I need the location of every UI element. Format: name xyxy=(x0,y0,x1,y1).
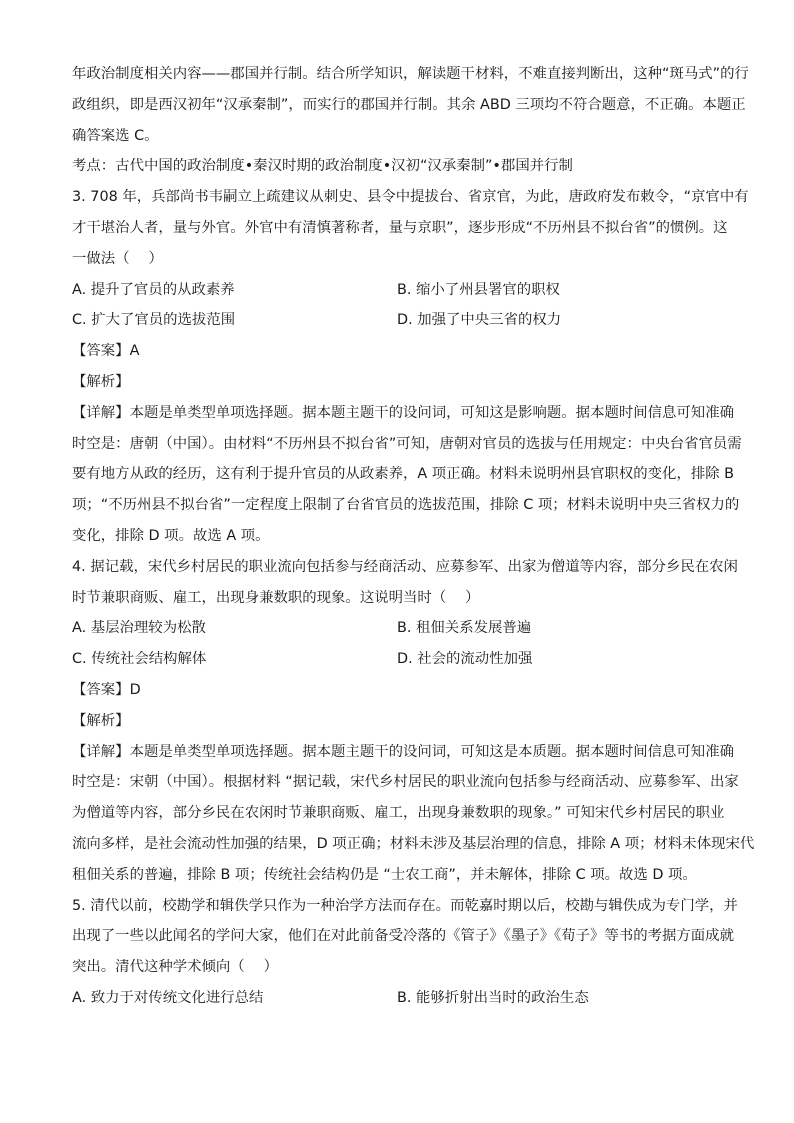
intro-line-1: 年政治制度相关内容——郡国并行制。结合所学知识，解读题干材料，不难直接判断出，这种“斑马式”的行 xyxy=(72,66,749,82)
q3-detail-line-4: 项；“不历州县不拟台省”一定程度上限制了台省官员的选拔范围，排除 C 项；材料未说明中央三省权力的 xyxy=(72,497,740,514)
q4-analysis-label: 【解析】 xyxy=(72,712,130,729)
intro-section xyxy=(72,64,749,176)
q3-stem-line-3: 一做法（ ） xyxy=(72,250,163,267)
q5-option-b: B. 能够折射出当时的政治生态 xyxy=(397,989,589,1006)
q4-option-c: C. 传统社会结构解体 xyxy=(72,651,207,668)
intro-line-2: 政组织，即是西汉初年“汉承秦制”，而实行的郡国并行制。其余 ABD 三项均不符合题意，不正确。本题正 xyxy=(72,96,746,113)
q3-option-a: A. 提升了官员的从政素养 xyxy=(72,281,235,298)
q4-stem-line-1: 4. 据记载，宋代乡村居民的职业流向包括参与经商活动、应募参军、出家为僧道等内容，部分乡民在农闲 xyxy=(72,558,738,575)
q4-option-a: A. 基层治理较为松散 xyxy=(72,620,206,637)
q4-option-b: B. 租佃关系发展普遍 xyxy=(397,620,532,637)
q3-option-b: B. 缩小了州县署官的职权 xyxy=(397,281,560,298)
document-page xyxy=(72,64,755,1019)
intro-line-3: 确答案选 C。 xyxy=(72,127,159,144)
q4-options-row-2 xyxy=(72,649,727,669)
q5-options-row-1 xyxy=(72,988,727,1008)
q3-analysis-label: 【解析】 xyxy=(72,373,130,390)
q4-detail-line-3: 为僧道等内容，部分乡民在农闲时节兼职商贩、雇工，出现身兼数职的现象。” 可知宋代乡村居民的职业 xyxy=(72,805,725,822)
q5-stem-line-1: 5. 清代以前，校勘学和辑佚学只作为一种治学方法而存在。而乾嘉时期以后，校勘与辑佚成为专门学，并 xyxy=(72,897,738,914)
q3-detail-line-5: 变化，排除 D 项。故选 A 项。 xyxy=(72,527,270,544)
q4-detail-line-1: 【详解】本题是单类型单项选择题。据本题主题干的设问词，可知这是本质题。据本题时间信息可知准确 xyxy=(72,743,734,760)
q4-options-row-1 xyxy=(72,618,727,638)
q5-stem-line-2: 出现了一些以此闻名的学问大家，他们在对此前备受冷落的《管子》《墨子》《荀子》等书的考据方面成就 xyxy=(72,928,734,945)
kaodian-line: 考点：古代中国的政治制度•秦汉时期的政治制度•汉初“汉承秦制”•郡国并行制 xyxy=(72,158,573,175)
q3-stem-line-1: 3. 708 年，兵部尚书韦嗣立上疏建议从刺史、县令中提拔台、省京官，为此，唐政府发布敕令，“京官中有 xyxy=(72,189,749,206)
q3-answer: 【答案】A xyxy=(72,343,140,360)
q3-options-row-2 xyxy=(72,310,727,330)
q4-option-d: D. 社会的流动性加强 xyxy=(397,651,533,668)
question-4 xyxy=(72,557,755,885)
q3-option-d: D. 加强了中央三省的权力 xyxy=(397,312,562,329)
q4-answer: 【答案】D xyxy=(72,681,141,698)
q3-detail-line-2: 时空是：唐朝（中国）。由材料“不历州县不拟台省”可知，唐朝对官员的选拔与任用规定：中央台省官员需 xyxy=(72,435,742,452)
q5-option-a: A. 致力于对传统文化进行总结 xyxy=(72,989,264,1006)
q5-stem-line-3: 突出。清代这种学术倾向（ ） xyxy=(72,959,279,976)
q4-detail-line-2: 时空是：宋朝（中国）。根据材料 “据记载，宋代乡村居民的职业流向包括参与经商活动、应募参军、出家 xyxy=(72,774,739,791)
q3-stem-line-2: 才干堪治人者，量与外官。外官中有清慎著称者，量与京职”，逐步形成“不历州县不拟台省”的惯例。这 xyxy=(72,219,728,236)
q4-stem-line-2: 时节兼职商贩、雇工，出现身兼数职的现象。这说明当时（ ） xyxy=(72,589,480,606)
q3-option-c: C. 扩大了官员的选拔范围 xyxy=(72,312,236,329)
q3-detail-line-3: 要有地方从政的经历，这有利于提升官员的从政素养，A 项正确。材料未说明州县官职权的变化，排除 B xyxy=(72,466,735,483)
q3-detail-line-1: 【详解】本题是单类型单项选择题。据本题主题干的设问词，可知这是影响题。据本题时间信息可知准确 xyxy=(72,404,734,421)
question-5 xyxy=(72,896,738,1008)
question-3 xyxy=(72,187,749,546)
q4-detail-line-5: 租佃关系的普遍，排除 B 项；传统社会结构仍是 “士农工商”，并未解体，排除 C 项。故选 D 项。 xyxy=(72,866,697,883)
q4-detail-line-4: 流向多样，是社会流动性加强的结果，D 项正确；材料未涉及基层治理的信息，排除 A 项；材料未体现宋代 xyxy=(72,835,755,852)
q3-options-row-1 xyxy=(72,280,727,300)
